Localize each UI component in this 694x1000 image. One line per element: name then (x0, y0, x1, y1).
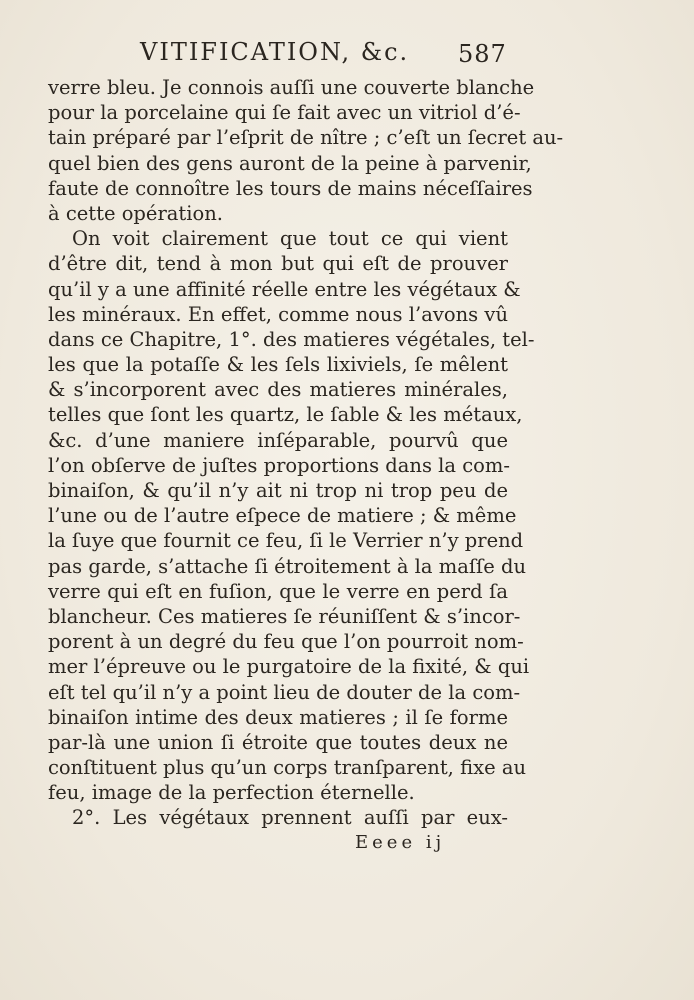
running-title: VITIFICATION, &c. (140, 38, 410, 66)
text-line: verre bleu. Je connois auſſi une couverte blanche (48, 76, 535, 99)
text-line: & s’incorporent avec des matieres minérales, (48, 378, 508, 402)
text-line: d’être dit, tend à mon but qui eſt de prouver (48, 252, 508, 276)
text-line: mer l’épreuve ou le purgatoire de la fixité, & qui (48, 655, 530, 679)
text-line: tain préparé par l’eſprit de nître ; c’eſt un ſecret au- (48, 126, 564, 150)
text-line: l’on obſerve de juſtes proportions dans la com- (48, 453, 510, 477)
text-line: la ſuye que fournit ce feu, ſi le Verrier n’y prend (48, 529, 524, 553)
text-line: verre qui eſt en fuſion, que le verre en perd ſa (48, 579, 508, 603)
text-line: à cette opération. (48, 201, 223, 225)
text-line: faute de connoître les tours de mains néceſſaires (48, 176, 533, 200)
text-line: les que la potaſſe & les ſels lixiviels, ſe mêlent (48, 353, 508, 377)
text-line: blancheur. Ces matieres ſe réuniſſent & s’incor- (48, 604, 521, 628)
page-number: 587 (458, 40, 507, 68)
body-text (48, 75, 564, 831)
text-line: binaiſon intime des deux matieres ; il ſe forme (48, 705, 508, 729)
text-line: porent à un degré du feu que l’on pourroit nom- (48, 630, 524, 654)
text-line: feu, image de la perfection éternelle. (48, 781, 415, 805)
text-line: binaiſon, & qu’il n’y ait ni trop ni trop peu de (48, 479, 508, 502)
text-line: eſt tel qu’il n’y a point lieu de douter de la com- (48, 680, 521, 704)
text-line: On voit clairement que tout ce qui vient (72, 227, 508, 251)
text-line: telles que ſont les quartz, le ſable & les métaux, (48, 403, 523, 427)
text-line: dans ce Chapitre, 1°. des matieres végétales, tel- (48, 327, 535, 351)
text-line: pas garde, s’attache ſi étroitement à la maſſe du (48, 554, 527, 578)
text-line: pour la porcelaine qui ſe fait avec un vitriol d’é- (48, 101, 521, 125)
text-line: quel bien des gens auront de la peine à parvenir, (48, 151, 532, 175)
running-header (140, 38, 520, 78)
text-line: les minéraux. En effet, comme nous l’avons vû (48, 302, 508, 326)
catchword-signature: Eeee ij (355, 832, 446, 853)
text-line: &c. d’une maniere inſéparable, pourvû que (48, 428, 508, 452)
text-line: 2°. Les végétaux prennent auſſi par eux- (72, 806, 508, 830)
text-line: par-là une union ſi étroite que toutes deux ne (48, 730, 508, 754)
text-line: l’une ou de l’autre eſpece de matiere ; & même (48, 504, 517, 528)
text-line: qu’il y a une affinité réelle entre les végétaux & (48, 277, 521, 301)
text-line: conſtituent plus qu’un corps tranſparent, fixe au (48, 756, 526, 780)
